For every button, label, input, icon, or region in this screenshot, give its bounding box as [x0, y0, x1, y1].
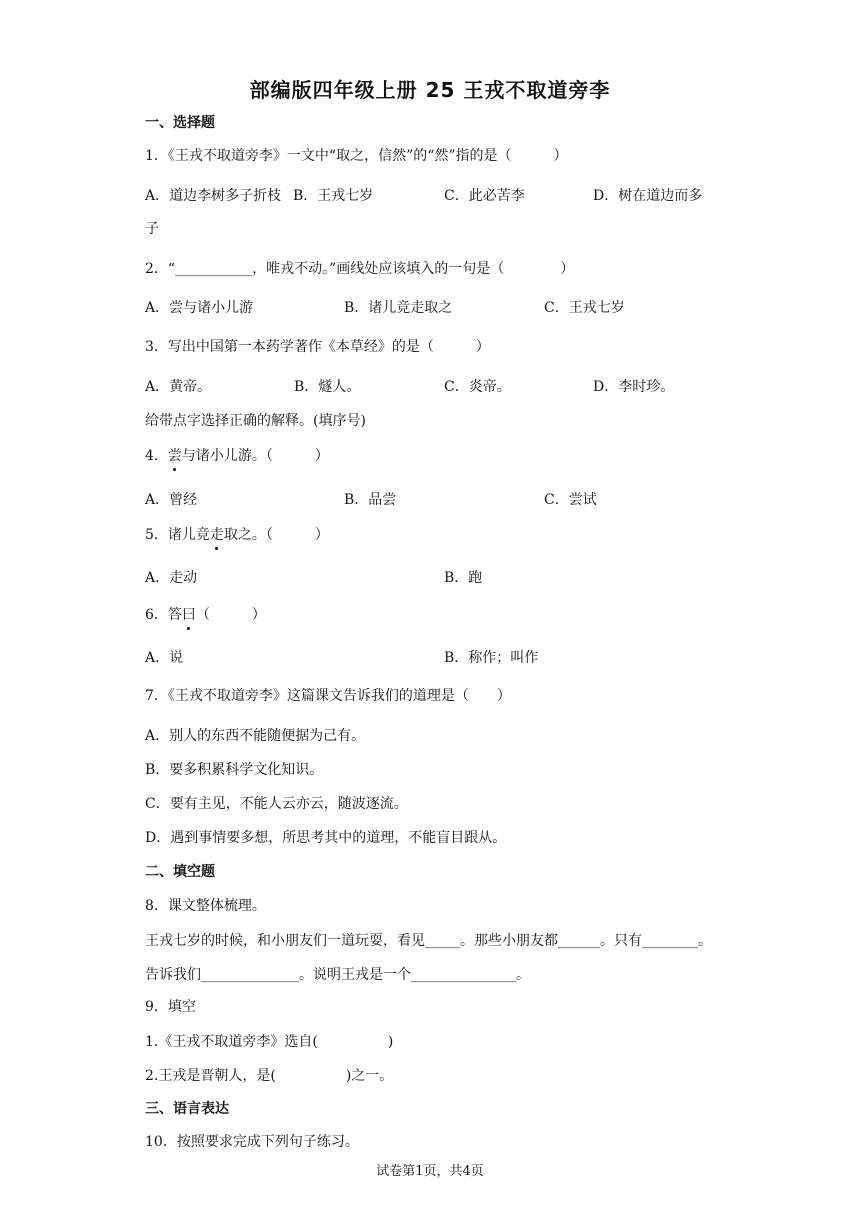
question-7-stem: 7．《王戎不取道旁李》这篇课文告诉我们的道理是（ ） — [145, 688, 511, 704]
question-4-dotted-char: 尝 — [167, 448, 182, 464]
question-1-stem: 1．《王戎不取道旁李》一文中“取之，信然”的“然”指的是（ ） — [145, 148, 568, 164]
question-3-option-d: D．李时珍。 — [593, 379, 675, 395]
question-6-option-b: B．称作；叫作 — [444, 650, 539, 666]
question-9-stem: 9．填空 — [145, 999, 196, 1015]
question-5-rest: 取之。（ ） — [223, 527, 329, 543]
question-3-option-b: B．燧人。 — [294, 379, 361, 395]
question-2-stem: 2．“___________，唯戎不动。”画线处应该填入的一句是（ ） — [145, 261, 575, 277]
question-1-option-c: C．此必苦李 — [444, 188, 525, 204]
question-6-option-a: A．说 — [145, 650, 184, 666]
section-heading-choice: 一、选择题 — [145, 115, 215, 131]
question-2-option-a: A．尝与诸小儿游 — [145, 300, 254, 316]
instruction-text: 给带点字选择正确的解释。(填序号) — [145, 413, 366, 429]
question-1-option-d-continued: 子 — [145, 221, 159, 237]
question-5-option-b: B．跑 — [444, 570, 483, 586]
question-1-option-b: B．王戎七岁 — [293, 188, 374, 204]
question-8-stem: 8．课文整体梳理。 — [145, 898, 266, 914]
question-7-option-a: A．别人的东西不能随便据为己有。 — [145, 728, 366, 744]
question-1-option-d: D．树在道边而多 — [593, 188, 703, 204]
question-4-option-a: A．曾经 — [145, 492, 198, 508]
question-3-stem: 3．写出中国第一本药学著作《本草经》的是（ ） — [145, 339, 490, 355]
question-4-option-b: B．品尝 — [344, 492, 397, 508]
question-6-rest: （ ） — [195, 607, 266, 623]
question-2-option-c: C．王戎七岁 — [544, 300, 625, 316]
question-9-sub-2: 2.王戎是晋朝人，是( )之一。 — [145, 1068, 394, 1084]
question-4-rest: 与诸小儿游。（ ） — [181, 448, 329, 464]
question-3-option-c: C．炎帝。 — [444, 379, 511, 395]
question-7-option-b: B．要多积累科学文化知识。 — [145, 762, 324, 778]
question-5-stem — [145, 526, 329, 544]
question-4-option-c: C．尝试 — [544, 492, 597, 508]
page-title: 部编版四年级上册 25 王戎不取道旁李 — [249, 78, 611, 102]
question-5-prefix: 5．诸儿竞 — [145, 527, 210, 543]
question-1-option-a: A．道边李树多子折枝 — [145, 188, 282, 204]
question-10-stem: 10．按照要求完成下列句子练习。 — [145, 1134, 359, 1150]
question-5-option-a: A．走动 — [145, 570, 198, 586]
question-2-option-b: B．诸儿竞走取之 — [344, 300, 453, 316]
question-8-line-2: 告诉我们______________。说明王戎是一个_______________。 — [145, 967, 530, 983]
question-7-option-d: D．遇到事情要多想，所思考其中的道理，不能盲目跟从。 — [145, 830, 507, 846]
question-9-sub-1: 1.《王戎不取道旁李》选自( ) — [145, 1034, 394, 1050]
section-heading-fill: 二、填空题 — [145, 864, 215, 880]
question-4-number: 4． — [145, 448, 168, 464]
question-5-dotted-char: 走 — [209, 527, 224, 543]
question-4-stem — [145, 447, 329, 465]
section-heading-expression: 三、语言表达 — [145, 1101, 229, 1117]
question-8-line-1: 王戎七岁的时候，和小朋友们一道玩耍，看见_____。那些小朋友都______。只有________。 — [145, 933, 712, 949]
question-6-stem — [145, 606, 266, 624]
question-7-option-c: C．要有主见，不能人云亦云，随波逐流。 — [145, 796, 408, 812]
page-footer: 试卷第1页，共4页 — [376, 1164, 484, 1179]
question-3-option-a: A．黄帝。 — [145, 379, 212, 395]
question-6-dotted-char: 曰 — [181, 607, 196, 623]
question-6-prefix: 6．答 — [145, 607, 182, 623]
